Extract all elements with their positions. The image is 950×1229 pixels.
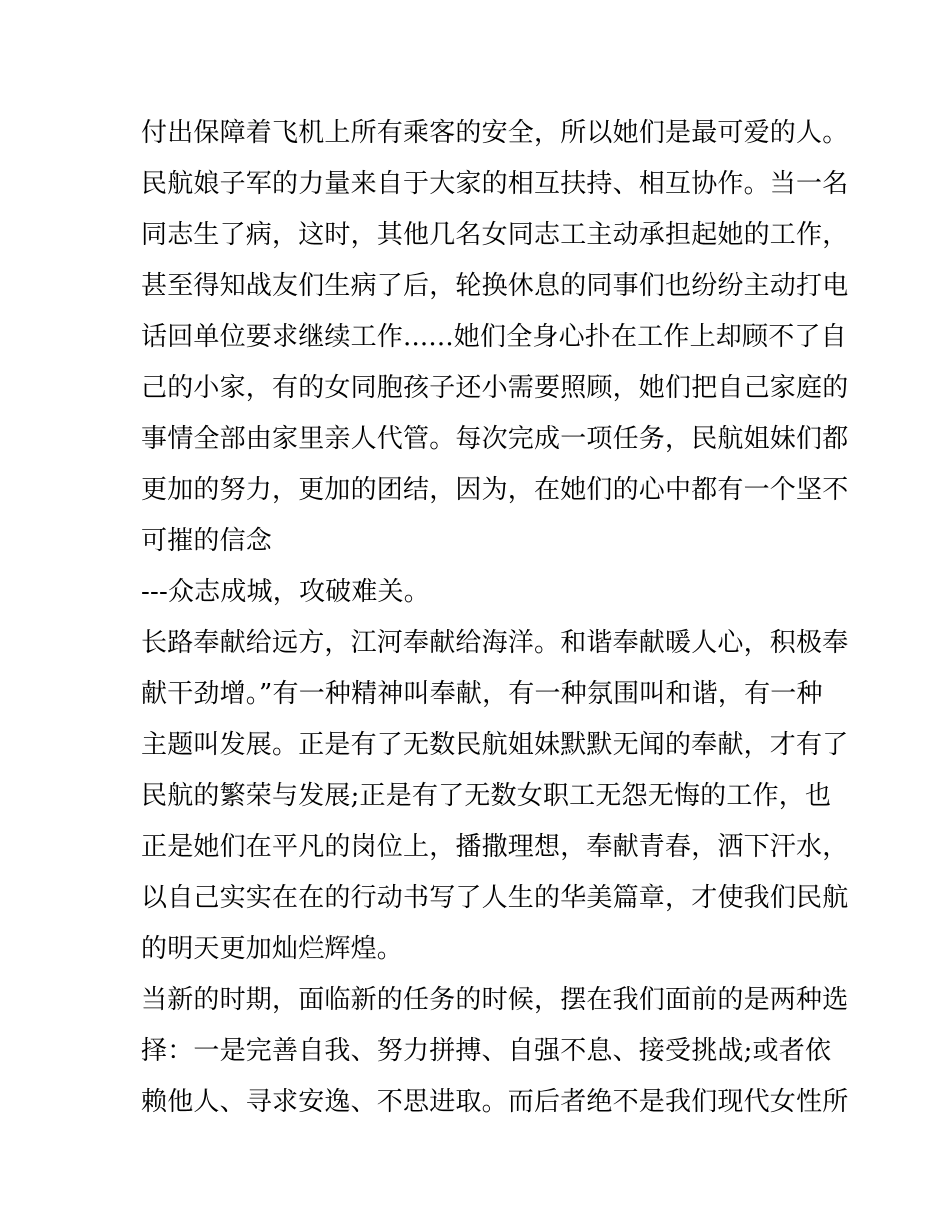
text-line: ---众志成城，攻破难关。	[141, 577, 430, 607]
text-line: 择：一是完善自我、努力拼搏、自强不息、接受挑战;或者依	[141, 1036, 832, 1066]
text-line: 事情全部由家里亲人代管。每次完成一项任务，民航姐妹们都	[141, 424, 849, 454]
text-line: 赖他人、寻求安逸、不思进取。而后者绝不是我们现代女性所	[141, 1087, 849, 1117]
body-text	[141, 108, 849, 1128]
text-line: 当新的时期，面临新的任务的时候，摆在我们面前的是两种选	[141, 985, 849, 1015]
text-line: 更加的努力，更加的团结，因为，在她们的心中都有一个坚不	[141, 475, 849, 505]
text-line: 长路奉献给远方，江河奉献给海洋。和谐奉献暖人心，积极奉	[141, 628, 849, 658]
text-line: 以自己实实在在的行动书写了人生的华美篇章，才使我们民航	[141, 883, 849, 913]
text-line: 正是她们在平凡的岗位上，播撒理想，奉献青春，洒下汗水，	[141, 832, 849, 862]
text-line: 可摧的信念	[141, 526, 273, 556]
text-line: 同志生了病，这时，其他几名女同志工主动承担起她的工作，	[141, 220, 849, 250]
text-line: 甚至得知战友们生病了后，轮换休息的同事们也纷纷主动打电	[141, 271, 849, 301]
text-line: 话回单位要求继续工作......她们全身心扑在工作上却顾不了自	[141, 322, 847, 352]
text-line: 己的小家，有的女同胞孩子还小需要照顾，她们把自己家庭的	[141, 373, 849, 403]
text-line: 付出保障着飞机上所有乘客的安全，所以她们是最可爱的人。	[141, 118, 849, 148]
text-line: 的明天更加灿烂辉煌。	[141, 934, 404, 964]
text-line: 主题叫发展。正是有了无数民航姐妹默默无闻的奉献，才有了	[141, 730, 849, 760]
text-line: 献干劲增。”有一种精神叫奉献，有一种氛围叫和谐，有一种	[141, 679, 823, 709]
text-line: 民航娘子军的力量来自于大家的相互扶持、相互协作。当一名	[141, 169, 849, 199]
text-line: 民航的繁荣与发展;正是有了无数女职工无怨无悔的工作，也	[141, 781, 832, 811]
